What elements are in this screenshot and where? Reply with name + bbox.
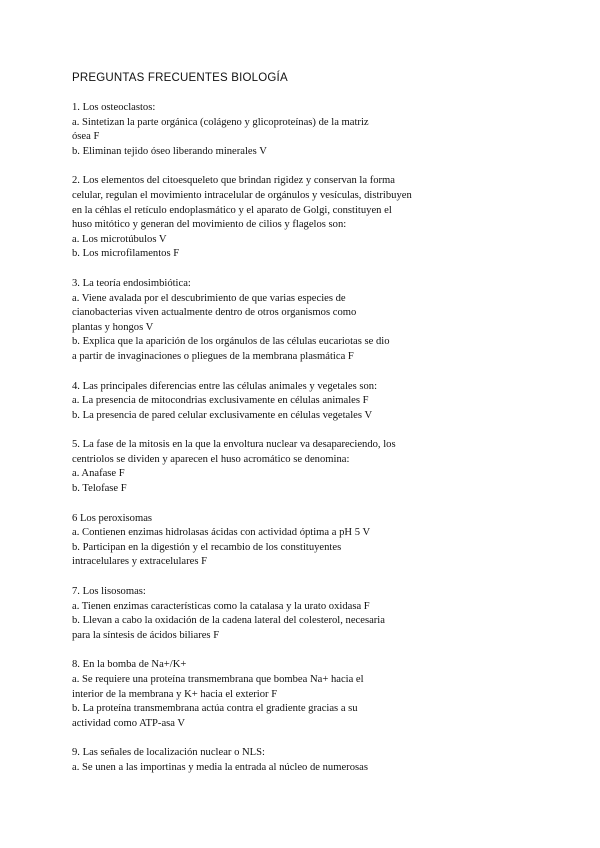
- question-line: a. La presencia de mitocondrias exclusivamente en células animales F: [72, 395, 369, 407]
- question-text: 1. Los osteoclastos:: [72, 102, 156, 113]
- question-line: a. Anafase F: [72, 468, 125, 480]
- question-line: b. La proteína transmembrana actúa contra el gradiente gracias a su: [72, 703, 358, 715]
- page-title: PREGUNTAS FRECUENTES BIOLOGÍA: [72, 72, 288, 84]
- question-line: centriolos se dividen y aparecen el huso acromático se denomina:: [72, 453, 350, 465]
- question-line: b. Explica que la aparición de los orgánulos de las células eucariotas se dio: [72, 336, 390, 348]
- question-block: [72, 658, 532, 731]
- question-block: [72, 277, 532, 365]
- question-line: b. Los microfilamentos F: [72, 248, 180, 260]
- question-line: celular, regulan el movimiento intracelular de orgánulos y vesículas, distribuyen: [72, 189, 412, 201]
- question-line: a. Los microtúbulos V: [72, 233, 167, 245]
- question-block: [72, 438, 532, 496]
- question-line: para la síntesis de ácidos biliares F: [72, 629, 220, 641]
- question-line: a partir de invaginaciones o pliegues de la membrana plasmática F: [72, 350, 354, 362]
- question-block: [72, 174, 532, 262]
- question-text: 8. En la bomba de Na+/K+: [72, 659, 187, 671]
- question-line: a. Sintetizan la parte orgánica (colágeno y glicoproteínas) de la matriz: [72, 116, 369, 128]
- questions-list: [72, 101, 532, 791]
- question-line: b. La presencia de pared celular exclusivamente en células vegetales V: [72, 409, 373, 421]
- question-text: 7. Los lisosomas:: [72, 586, 146, 598]
- question-text: 5. La fase de la mitosis en la que la envoltura nuclear va desapareciendo, los: [72, 439, 396, 451]
- question-block: [72, 746, 532, 775]
- question-line: a. Contienen enzimas hidrolasas ácidas con actividad óptima a pH 5 V: [72, 527, 371, 539]
- question-line: a. Tienen enzimas características como la catalasa y la urato oxidasa F: [72, 600, 370, 612]
- question-line: actividad como ATP-asa V: [72, 717, 186, 729]
- question-block: [72, 380, 532, 424]
- question-line: a. Se requiere una proteína transmembrana que bombea Na+ hacia el: [72, 674, 364, 685]
- question-line: interior de la membrana y K+ hacia el exterior F: [72, 688, 278, 700]
- question-line: plantas y hongos V: [72, 321, 154, 333]
- question-line: cianobacterias viven actualmente dentro de otros organismos como: [72, 307, 357, 319]
- question-line: b. Telofase F: [72, 483, 127, 495]
- question-block: [72, 101, 532, 159]
- question-text: 4. Las principales diferencias entre las células animales y vegetales son:: [72, 380, 378, 392]
- question-line: intracelulares y extracelulares F: [72, 556, 208, 568]
- question-line: b. Llevan a cabo la oxidación de la cadena lateral del colesterol, necesaria: [72, 615, 385, 627]
- question-text: 9. Las señales de localización nuclear o NLS:: [72, 747, 265, 759]
- question-line: huso mitótico y generan del movimiento de cilios y flagelos son:: [72, 219, 347, 231]
- question-line: a. Se unen a las importinas y media la entrada al núcleo de numerosas: [72, 761, 368, 773]
- question-block: [72, 585, 532, 643]
- question-block: [72, 512, 532, 570]
- question-line: b. Participan en la digestión y el recambio de los constituyentes: [72, 541, 342, 553]
- question-text: 2. Los elementos del citoesqueleto que brindan rigidez y conservan la forma: [72, 175, 396, 187]
- question-line: en la céhlas el retículo endoplasmático y el aparato de Golgi, constituyen el: [72, 204, 392, 216]
- question-line: a. Viene avalada por el descubrimiento de que varias especies de: [72, 292, 346, 304]
- question-text: 3. La teoría endosimbiótica:: [72, 277, 191, 289]
- question-line: b. Eliminan tejido óseo liberando minerales V: [72, 145, 267, 157]
- question-line: ósea F: [72, 131, 100, 143]
- question-text: 6 Los peroxisomas: [72, 512, 153, 524]
